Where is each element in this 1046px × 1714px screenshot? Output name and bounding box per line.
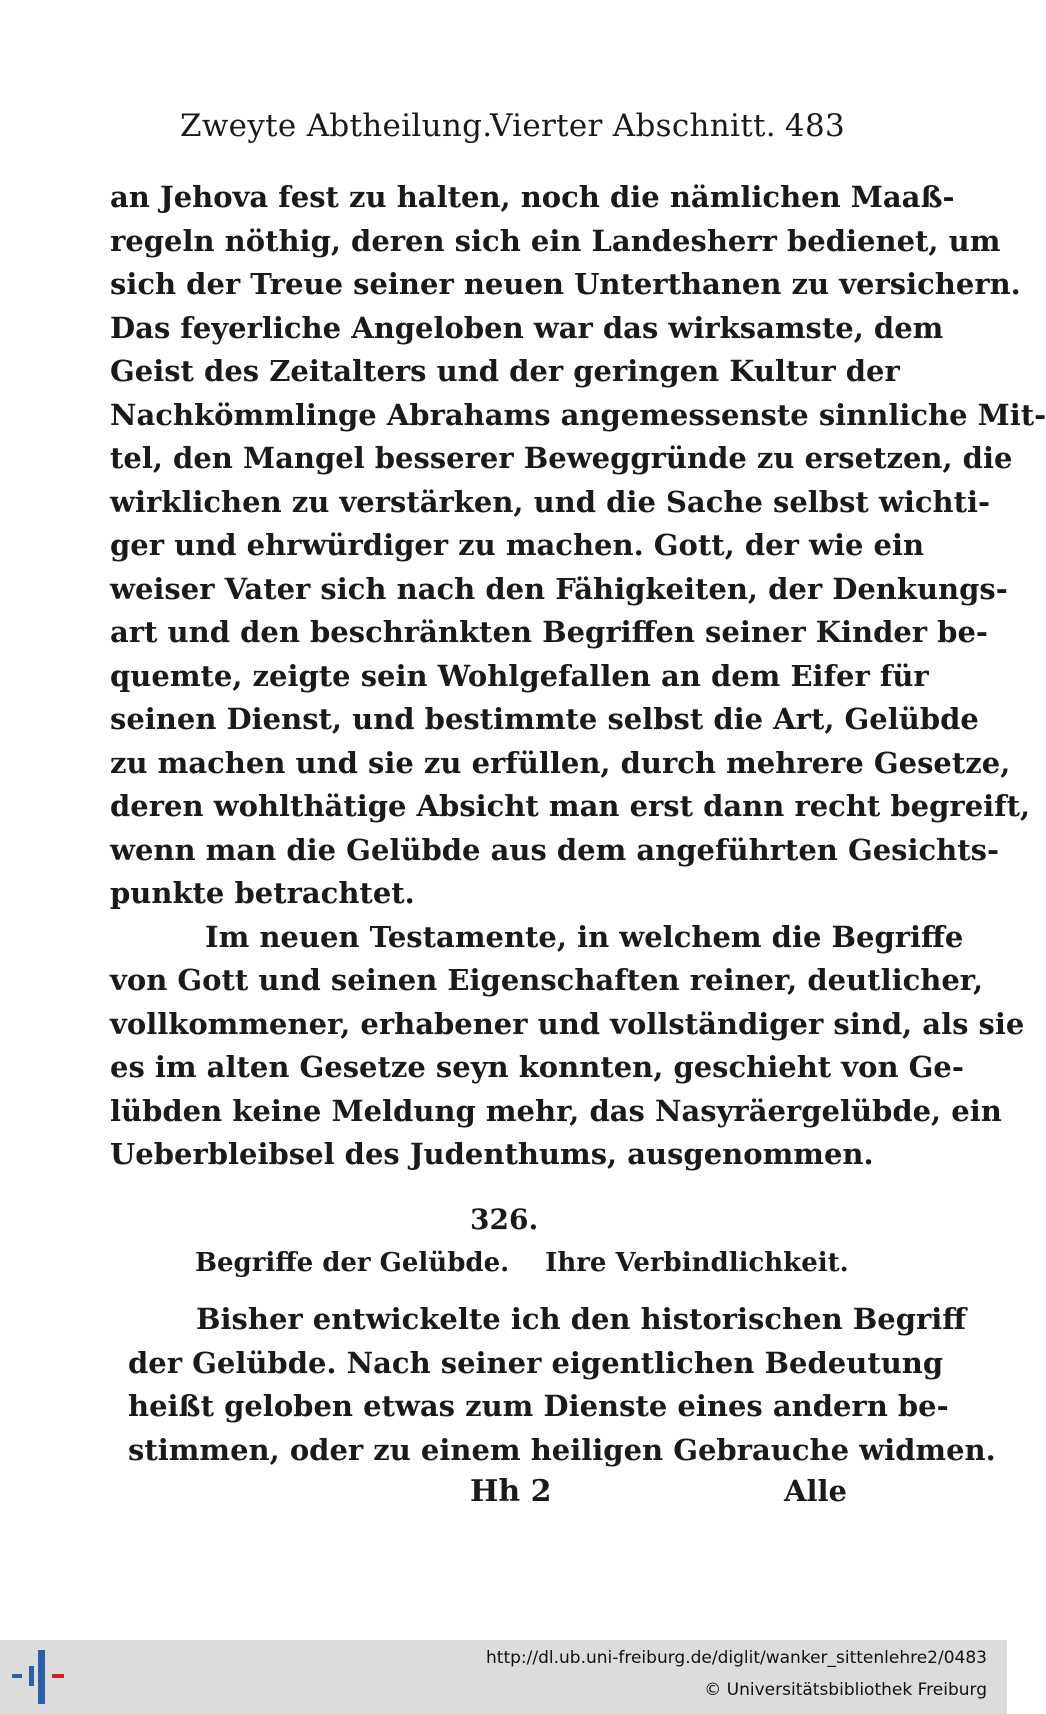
section-text [128,1298,996,1472]
text-line: Ueberbleibsel des Judenthums, ausgenommen. [110,1137,874,1171]
paragraph-2 [110,916,1025,1177]
copyright-notice: © Universitätsbibliothek Freiburg [704,1680,987,1700]
text-line: Im neuen Testamente, in welchem die Begriffe [205,919,964,954]
main-text [110,176,1046,1177]
text-line: regeln nöthig, deren sich ein Landesherr bedienet, um [110,223,1001,258]
text-line: weiser Vater sich nach den Fähigkeiten, der Denkungs- [110,571,1008,606]
text-line: art und den beschränkten Begriffen seiner Kinder be- [110,615,988,649]
page-number: 483 [784,108,845,144]
page-header [180,108,845,152]
section-heading-right: Ihre Verbindlichkeit. [545,1248,849,1278]
paragraph-3 [128,1298,996,1472]
section-heading [195,1248,849,1278]
library-logo-icon [12,1648,64,1706]
text-line: deren wohlthätige Absicht man erst dann recht begreift, [110,789,1031,823]
catchword: Alle [784,1474,847,1508]
text-line: stimmen, oder zu einem heiligen Gebrauche widmen. [128,1432,996,1467]
text-line: punkte betrachtet. [110,876,415,910]
permalink-url[interactable]: http://dl.ub.uni-freiburg.de/diglit/wanker_sittenlehre2/0483 [486,1648,987,1668]
text-line: wenn man die Gelübde aus dem angeführten Gesichts- [110,832,1000,867]
text-line: Geist des Zeitalters und der geringen Kultur der [110,354,900,388]
text-line: quemte, zeigte sein Wohlgefallen an dem Eifer für [110,658,929,693]
section-number: 326. [470,1203,539,1236]
text-line: ger und ehrwürdiger zu machen. Gott, der wie ein [110,528,925,562]
paragraph-1 [110,176,1046,916]
section-heading-left: Begriffe der Gelübde. [195,1248,510,1278]
text-line: der Gelübde. Nach seiner eigentlichen Bedeutung [128,1345,944,1380]
viewer-footer [0,1640,1007,1714]
section-title: Vierter Abschnitt. [490,108,776,144]
text-line: lübden keine Meldung mehr, das Nasyräergelübde, ein [110,1093,1002,1128]
printer-signature: Hh 2 [470,1474,552,1509]
text-line: tel, den Mangel besserer Beweggründe zu ersetzen, die [110,441,1013,475]
text-line: sich der Treue seiner neuen Unterthanen zu versichern. [110,267,1021,301]
text-line: Bisher entwickelte ich den historischen Begriff [196,1302,967,1336]
text-line: wirklichen zu verstärken, und die Sache selbst wichti- [110,484,991,519]
text-line: vollkommener, erhabener und vollständiger sind, als sie [110,1006,1025,1041]
text-line: Nachkömmlinge Abrahams angemessenste sinnliche Mit- [110,397,1046,432]
text-line: seinen Dienst, und bestimmte selbst die Art, Gelübde [110,702,979,736]
text-line: heißt geloben etwas zum Dienste eines andern be- [128,1389,949,1423]
text-line: es im alten Gesetze seyn konnten, geschieht von Ge- [110,1050,964,1084]
text-line: zu machen und sie zu erfüllen, durch mehrere Gesetze, [110,745,1011,780]
text-line: Das feyerliche Angeloben war das wirksamste, dem [110,310,944,345]
text-line: an Jehova fest zu halten, noch die nämlichen Maaß- [110,180,955,214]
running-title: Zweyte Abtheilung. [180,108,493,144]
text-line: von Gott und seinen Eigenschaften reiner, deutlicher, [110,963,984,997]
